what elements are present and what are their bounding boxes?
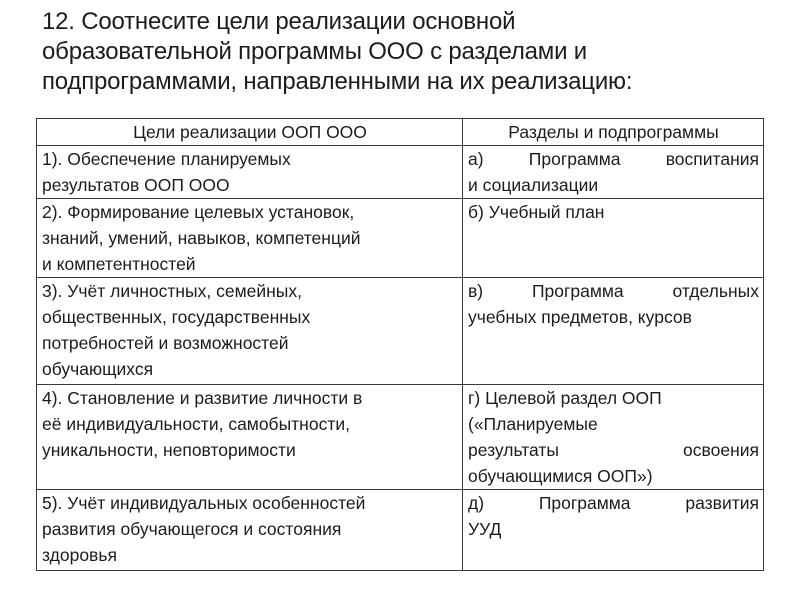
- table-row: [37, 278, 764, 385]
- goal-text: 2). Формирование целевых установок,: [42, 202, 355, 222]
- goal-text: общественных, государственных: [42, 307, 311, 327]
- goal-text: результатов ООП ООО: [42, 175, 230, 195]
- section-text: г) Целевой раздел ООП: [468, 388, 662, 408]
- matching-table: [36, 118, 764, 571]
- section-cell: [463, 146, 764, 199]
- goal-text: здоровья: [42, 545, 117, 565]
- section-text: результаты освоения: [468, 440, 759, 460]
- section-text: д) Программа развития: [468, 493, 759, 513]
- goal-text: и компетентностей: [42, 254, 196, 274]
- section-text: («Планируемые: [468, 414, 598, 434]
- goal-text: уникальности, неповторимости: [42, 440, 296, 460]
- goal-text: 5). Учёт индивидуальных особенностей: [42, 493, 366, 513]
- section-cell: [463, 199, 764, 278]
- goal-cell: [37, 490, 463, 571]
- section-cell: [463, 490, 764, 571]
- goal-text: 4). Становление и развитие личности в: [42, 388, 363, 408]
- task-title: [42, 7, 782, 97]
- table-row: [37, 199, 764, 278]
- goal-text: 1). Обеспечение планируемых: [42, 149, 291, 169]
- header-goals: Цели реализации ООП ООО: [37, 119, 463, 146]
- task-title-line: образовательной программы ООО с разделами и: [42, 38, 587, 65]
- header-sections: Разделы и подпрограммы: [463, 119, 764, 146]
- section-text: б) Учебный план: [468, 202, 605, 222]
- table-row: [37, 490, 764, 571]
- table-header-row: [37, 119, 764, 146]
- task-title-line: 12. Соотнесите цели реализации основной: [42, 8, 516, 35]
- goal-cell: [37, 278, 463, 385]
- goal-text: знаний, умений, навыков, компетенций: [42, 228, 361, 248]
- table-row: [37, 385, 764, 490]
- goal-text: обучающихся: [42, 359, 154, 379]
- section-cell: [463, 278, 764, 385]
- section-text: а) Программа воспитания: [468, 149, 759, 169]
- section-text: обучающимися ООП»): [468, 466, 653, 486]
- section-text: и социализации: [468, 175, 599, 195]
- section-text: учебных предметов, курсов: [468, 307, 692, 327]
- goal-cell: [37, 199, 463, 278]
- goal-cell: [37, 385, 463, 490]
- goal-cell: [37, 146, 463, 199]
- table-row: [37, 146, 764, 199]
- section-text: УУД: [468, 519, 502, 539]
- goal-text: её индивидуальности, самобытности,: [42, 414, 350, 434]
- goal-text: развития обучающегося и состояния: [42, 519, 342, 539]
- goal-text: потребностей и возможностей: [42, 333, 289, 353]
- section-cell: [463, 385, 764, 490]
- task-title-line: подпрограммами, направленными на их реализацию:: [42, 68, 633, 95]
- goal-text: 3). Учёт личностных, семейных,: [42, 281, 302, 301]
- section-text: в) Программа отдельных: [468, 281, 759, 301]
